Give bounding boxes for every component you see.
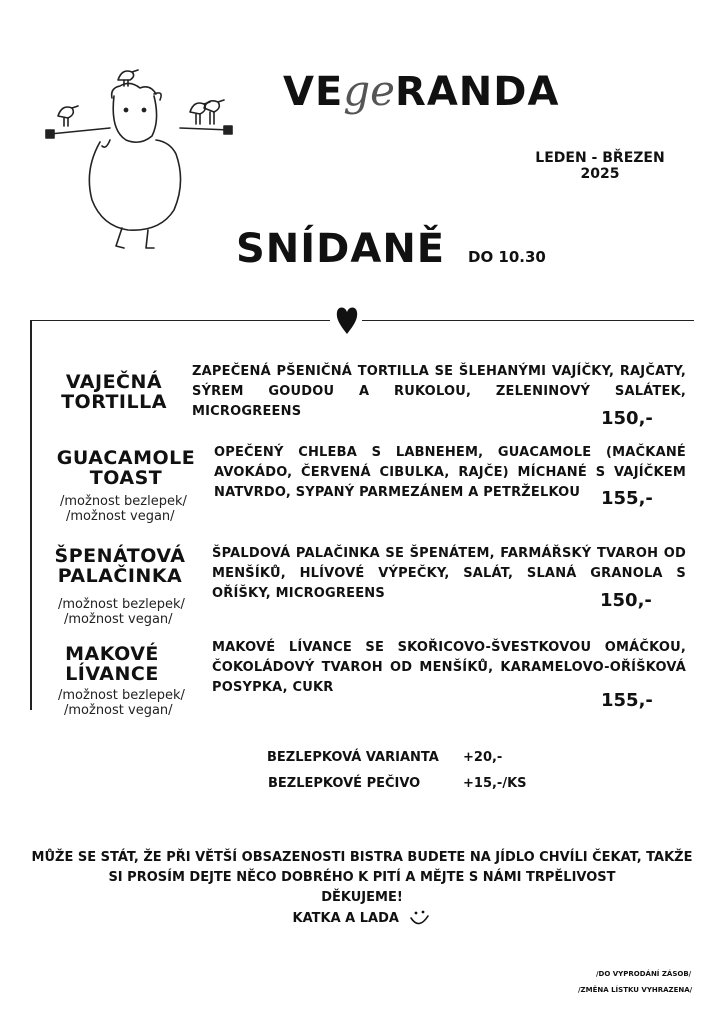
item-options: /možnost bezlepek/ /možnost vegan/	[58, 688, 185, 718]
item-name-makove-livance: MAKOVÉ LÍVANCE	[65, 643, 159, 685]
item-price: 155,-	[601, 690, 653, 711]
heart-icon	[335, 302, 359, 336]
extra-price: +15,-/KS	[463, 776, 527, 791]
item-options: /možnost bezlepek/ /možnost vegan/	[58, 597, 185, 627]
smiley-icon	[409, 908, 431, 928]
footer-note: /DO VYPRODÁNÍ ZÁSOB/	[596, 970, 692, 978]
item-price: 150,-	[601, 408, 653, 429]
divider-right	[362, 320, 694, 321]
divider-left	[30, 320, 330, 321]
item-name-vajecna-tortilla: VAJEČNÁ TORTILLA	[61, 371, 167, 413]
item-description: ZAPEČENÁ PŠENIČNÁ TORTILLA SE ŠLEHANÝMI VAJÍČKY, RAJČATY, SÝREM GOUDOU A RUKOLOU, ZELENINOVÝ SALÁTEK, MICROGREENS	[192, 364, 686, 419]
extra-label: BEZLEPKOVÁ VARIANTA	[267, 750, 439, 765]
extra-price: +20,-	[463, 750, 503, 765]
item-price: 155,-	[601, 488, 653, 509]
waiting-note: MŮŽE SE STÁT, ŽE PŘI VĚTŠÍ OBSAZENOSTI BISTRA BUDETE NA JÍDLO CHVÍLI ČEKAT, TAKŽE SI PROSÍM DEJTE NĚCO DOBRÉHO K PITÍ A MĚJTE S NÁMI TRPĚLIVOST DĚKUJEME! KATKA A LADA	[31, 850, 693, 926]
item-description: ŠPALDOVÁ PALAČINKA SE ŠPENÁTEM, FARMÁŘSKÝ TVAROH OD MENŠÍKŮ, HLÍVOVÉ VÝPEČKY, SALÁT, SLANÁ GRANOLA S OŘÍŠKY, MICROGREENS	[212, 546, 686, 601]
brand-logo: VEgeRANDA	[283, 66, 560, 115]
section-title: SNÍDANĚ	[236, 226, 446, 272]
item-name-spenatova-palacinka: ŠPENÁTOVÁ PALAČINKA	[54, 545, 186, 587]
item-price: 150,-	[600, 590, 652, 611]
signature: KATKA A LADA	[292, 911, 399, 926]
season-label: LEDEN - BŘEZEN 2025	[535, 150, 665, 182]
item-name-guacamole-toast: GUACAMOLE TOAST	[56, 447, 196, 489]
item-description: OPEČENÝ CHLEBA S LABNEHEM, GUACAMOLE (MAČKANÉ AVOKÁDO, ČERVENÁ CIBULKA, RAJČE) MÍCHANÉ S VAJÍČKEM NATVRDO, SYPANÝ PARMEZÁNEM A PETRŽELKOU	[214, 445, 686, 500]
footer-note: /ZMĚNA LÍSTKU VYHRAZENA/	[578, 986, 693, 994]
sheep-illustration	[40, 50, 240, 260]
vertical-rule	[30, 320, 32, 710]
item-options: /možnost bezlepek/ /možnost vegan/	[60, 494, 187, 524]
item-description: MAKOVÉ LÍVANCE SE SKOŘICOVO-ŠVESTKOVOU OMÁČKOU, ČOKOLÁDOVÝ TVAROH OD MENŠÍKŮ, KARAMELOVO-OŘÍŠKOVÁ POSYPKA, CUKR	[212, 640, 686, 695]
serving-time: DO 10.30	[468, 248, 546, 266]
extra-label: BEZLEPKOVÉ PEČIVO	[268, 776, 421, 791]
